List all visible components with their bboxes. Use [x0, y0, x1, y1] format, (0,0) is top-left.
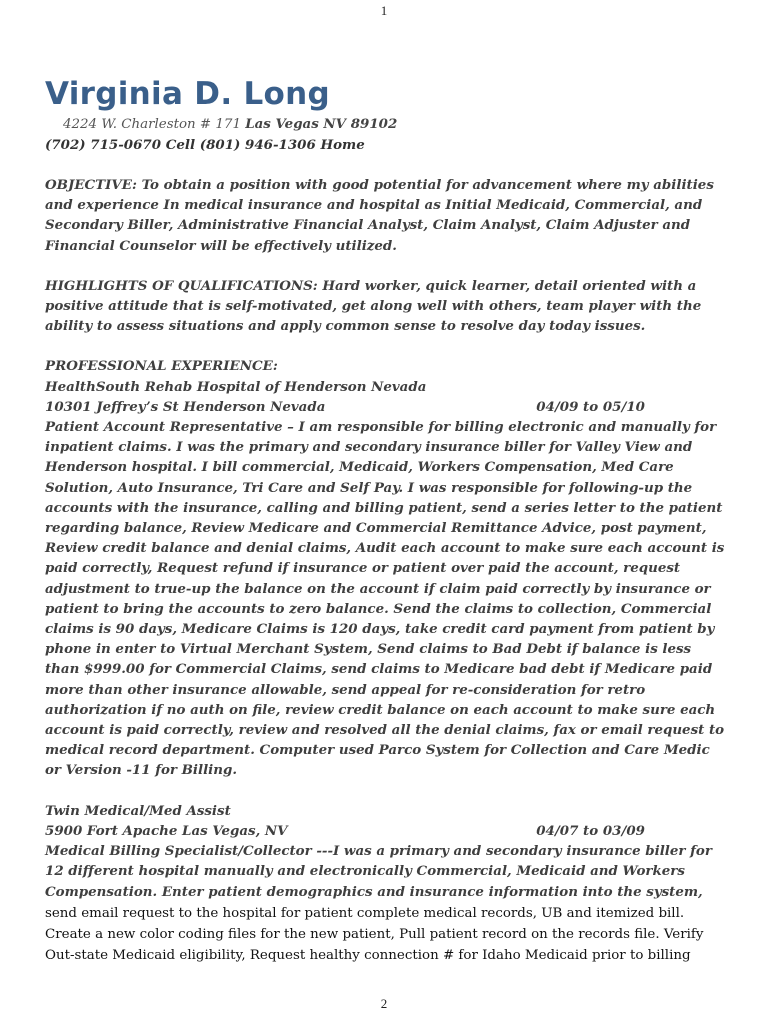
page-number-top: 1 [380, 3, 388, 18]
address-line [45, 114, 725, 135]
job-dates: 04/07 to 03/09 [536, 822, 645, 839]
job-description-plain: send email request to the hospital for patient complete medical records, UB and itemized bill. Create a new color coding files for the new patient, Pull patient record on the records file. Verify Out-state Medicaid eligibility, Request healthy connection # for Idaho Medicaid prior to billing [45, 905, 704, 964]
job-description: Patient Account Representative – I am responsible for billing electronic and manually for inpatient claims. I was the primary and secondary insurance biller for Valley View and Henderson hospital. I bill commercial, Medicaid, Workers Compensation, Med Care Solution, Auto Insurance, Tri Care and Self Pay. I was responsible for following-up the accounts with the insurance, calling and billing patient, send a series letter to the patient regarding balance, Review Medicare and Commercial Remittance Advice, post payment, Review credit balance and denial claims, Audit each account to make sure each account is paid correctly, Request refund if insurance or patient over paid the account, request adjustment to true-up the balance on the account if claim paid correctly by insurance or patient to bring the accounts to zero balance. Send the claims to collection, Commercial claims is 90 days, Medicare Claims is 120 days, take credit card payment from patient by phone in enter to Virtual Merchant System, Send claims to Bad Debt if balance is less than $999.00 for Commercial Claims, send claims to Medicare bad debt if Medicare paid more than other insurance allowable, send appeal for re-consideration for retro authorization if no auth on file, review credit balance on each account to make sure each account is paid correctly, review and resolved all the denial claims, fax or email request to medical record department. Computer used Parco System for Collection and Care Medic or Version -11 for Billing. [45, 419, 725, 779]
job-description [45, 841, 725, 966]
phone-line: (702) 715-0670 Cell (801) 946-1306 Home [45, 137, 365, 153]
objective-paragraph: OBJECTIVE: To obtain a position with good potential for advancement where my abilities and experience In medical insurance and hospital as Initial Medicaid, Commercial, and Secondary Biller, Administrative Financial Analyst, Claim Analyst, Claim Adjuster and Financial Counselor will be effectively utilized. [45, 177, 714, 254]
highlights-paragraph: HIGHLIGHTS OF QUALIFICATIONS: Hard worker, quick learner, detail oriented with a positive attitude that is self-motivated, get along well with others, team player with the ability to assess situations and apply common sense to resolve day today issues. [45, 277, 702, 335]
resume-page [45, 74, 725, 966]
street-address: 4224 W. Charleston # 171 [63, 117, 246, 132]
job-address-row [45, 397, 725, 417]
page-number-bottom: 2 [380, 996, 388, 1011]
job-address: 5900 Fort Apache Las Vegas, NV [45, 822, 288, 839]
candidate-name: Virginia D. Long [45, 76, 330, 112]
job-employer: HealthSouth Rehab Hospital of Henderson Nevada [45, 378, 427, 395]
city-state-zip: Las Vegas NV 89102 [245, 116, 398, 132]
job-address: 10301 Jeffrey’s St Henderson Nevada [45, 398, 326, 415]
job-employer: Twin Medical/Med Assist [45, 802, 231, 819]
job-description-italic: Medical Billing Specialist/Collector ---I was a primary and secondary insurance biller for 12 different hospital manually and electronically Commercial, Medicaid and Workers Compensation. Enter patient demographics and insurance information into the system, [45, 843, 712, 900]
experience-heading: PROFESSIONAL EXPERIENCE: [45, 358, 278, 375]
job-address-row [45, 821, 725, 841]
job-dates: 04/09 to 05/10 [536, 398, 645, 415]
